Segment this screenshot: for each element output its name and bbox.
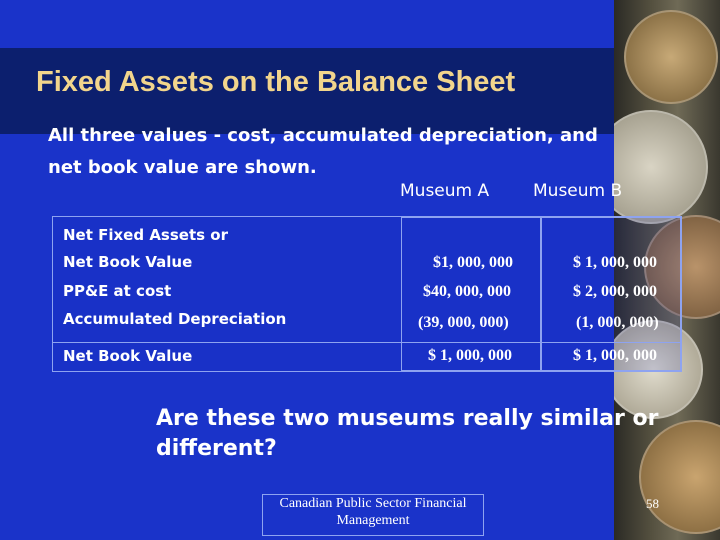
coin-image (614, 110, 708, 224)
coin-image (624, 10, 718, 104)
museum-b-header: Museum B (533, 181, 623, 201)
slide-title: Fixed Assets on the Balance Sheet (36, 66, 516, 98)
table-divider (53, 342, 681, 343)
row-label: PP&E at cost (63, 282, 172, 300)
row-label: Accumulated Depreciation (63, 310, 287, 328)
museum-a-value: (39, 000, 000) (418, 314, 509, 331)
footer-text: Canadian Public Sector Financial Management (262, 494, 484, 536)
museum-b-value: (1, 000, 000) (576, 314, 659, 331)
row-label: Net Book Value (63, 347, 193, 365)
museum-a-value: $40, 000, 000 (423, 283, 511, 300)
museum-a-value: $ 1, 000, 000 (428, 347, 512, 364)
question-text: Are these two museums really similar or different? (156, 406, 659, 461)
page-number: 58 (646, 496, 659, 511)
museum-a-header: Museum A (400, 181, 490, 201)
comparison-table (52, 216, 682, 372)
museum-b-value: $ 2, 000, 000 (573, 283, 657, 300)
museum-b-value: $ 1, 000, 000 (573, 347, 657, 364)
row-label: Net Book Value (63, 253, 193, 271)
slide-subtitle: All three values - cost, accumulated depreciation, and net book value are shown. (48, 125, 598, 178)
museum-b-value: $ 1, 000, 000 (573, 254, 657, 271)
museum-a-value: $1, 000, 000 (433, 254, 513, 271)
row-label: Net Fixed Assets or (63, 226, 228, 244)
